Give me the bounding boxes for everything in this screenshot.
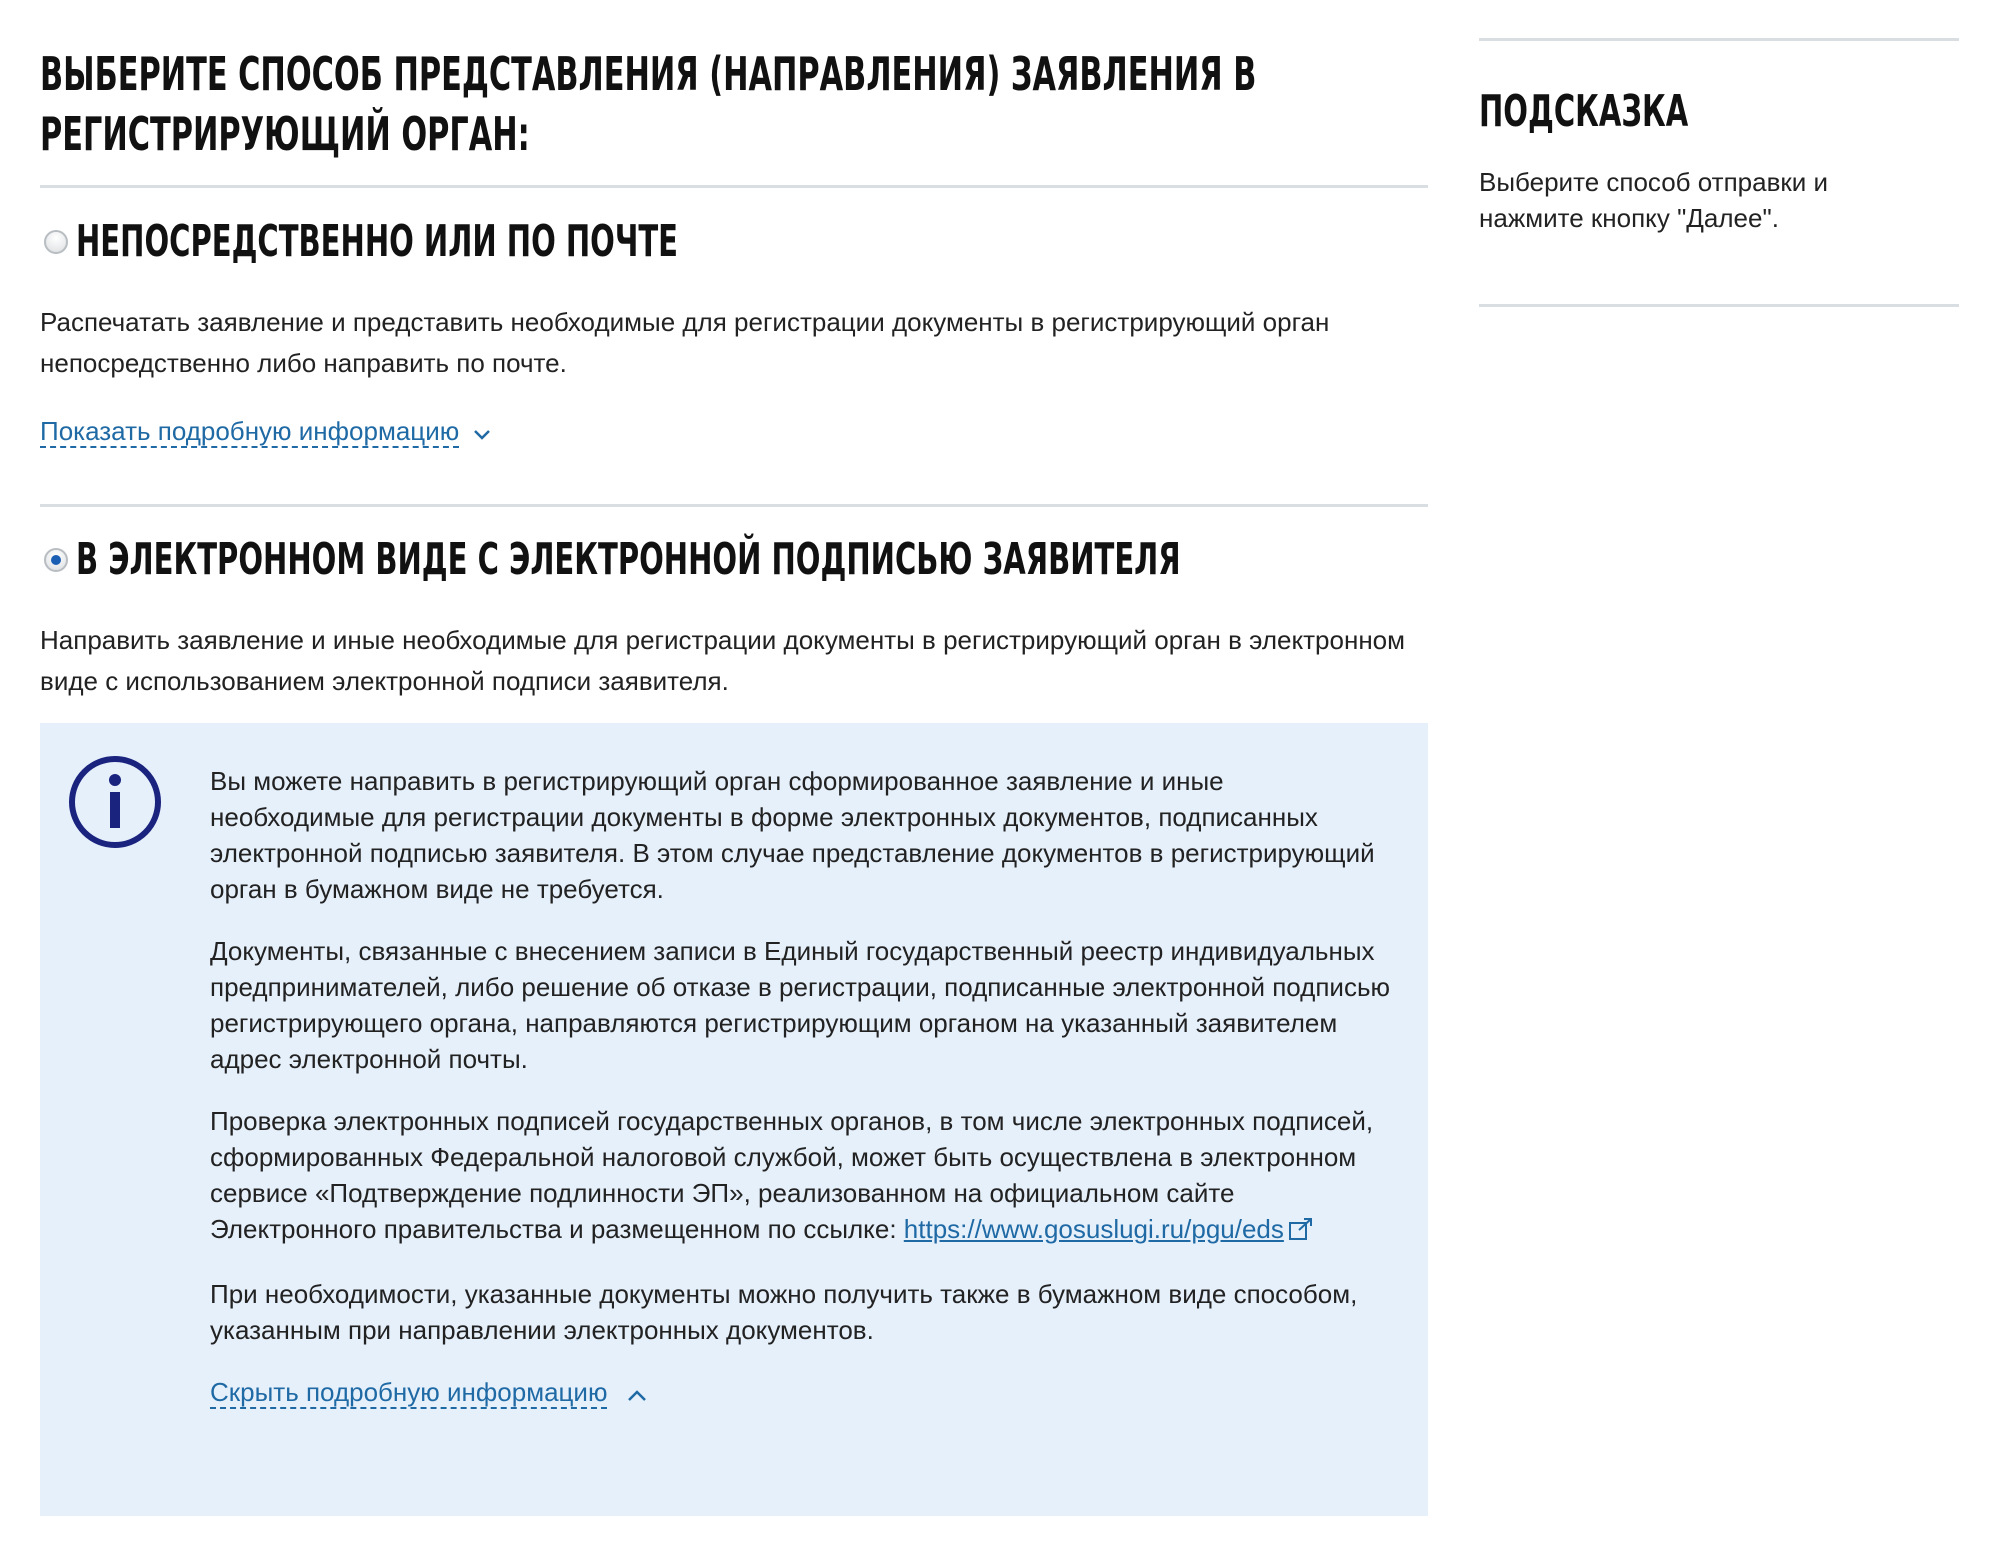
divider <box>1479 304 1959 307</box>
info-panel <box>40 723 1428 1516</box>
info-paragraph: Документы, связанные с внесением записи в Единый государственный реестр индивидуальных предпринимателей, либо решение об отказе в регистрации, подписанные электронной подписью регистрирующего органа, направляются регистрирующим органом на указанный заявителем адрес электронной почты. <box>210 936 1390 1074</box>
option-by-mail[interactable] <box>44 214 988 270</box>
eds-link[interactable]: https://www.gosuslugi.ru/pgu/eds <box>903 1214 1284 1244</box>
info-paragraph-text: Проверка электронных подписей государственных органов, в том числе электронных подписей, сформированных Федеральной налоговой службой, может быть осуществлена в электронном сервисе «Подтверждение подлинности ЭП», реализованном на официальном сайте Электронного правительства и размещенном по ссылке: <box>210 1106 1374 1244</box>
info-icon <box>68 755 162 849</box>
info-paragraph <box>210 1103 1390 1250</box>
divider <box>40 504 1428 507</box>
option-by-mail-label: НЕПОСРЕДСТВЕННО ИЛИ ПО ПОЧТЕ <box>76 216 678 267</box>
hide-details-link[interactable] <box>210 1376 1390 1410</box>
page-title <box>40 44 1360 164</box>
hide-details-label: Скрыть подробную информацию <box>210 1377 608 1407</box>
show-details-label: Показать подробную информацию <box>40 416 460 446</box>
external-link-icon <box>1288 1214 1314 1250</box>
divider <box>1479 38 1959 41</box>
hint-title: ПОДСКАЗКА <box>1479 86 1689 137</box>
info-text <box>210 763 1390 1408</box>
page-title-line-1: ВЫБЕРИТЕ СПОСОБ ПРЕДСТАВЛЕНИЯ (НАПРАВЛЕНИЯ) ЗАЯВЛЕНИЯ В <box>40 47 1257 101</box>
option-by-mail-description: Распечатать заявление и представить необходимые для регистрации документы в регистрирующий орган непосредственно либо направить по почте. <box>40 307 1330 378</box>
info-paragraph: Вы можете направить в регистрирующий орган сформированное заявление и иные необходимые для регистрации документы в форме электронных документов, подписанных электронной подписью заявителя. В этом случае представление документов в регистрирующий орган в бумажном виде не требуется. <box>210 766 1375 904</box>
chevron-up-icon <box>627 1376 647 1410</box>
hint-text: Выберите способ отправки и нажмите кнопку "Далее". <box>1479 167 1829 233</box>
page-title-line-2: РЕГИСТРИРУЮЩИЙ ОРГАН: <box>40 107 530 161</box>
divider <box>40 185 1428 188</box>
option-electronic-label: В ЭЛЕКТРОННОМ ВИДЕ С ЭЛЕКТРОННОЙ ПОДПИСЬЮ ЗАЯВИТЕЛЯ <box>76 534 1181 585</box>
show-details-link[interactable] <box>40 415 491 449</box>
radio-electronic[interactable] <box>44 548 68 572</box>
info-paragraph: При необходимости, указанные документы можно получить также в бумажном виде способом, указанным при направлении электронных документов. <box>210 1279 1358 1345</box>
chevron-down-icon <box>473 415 491 449</box>
option-electronic-description: Направить заявление и иные необходимые для регистрации документы в регистрирующий орган в электронном виде с использованием электронной подписи заявителя. <box>40 625 1406 696</box>
radio-by-mail[interactable] <box>44 230 68 254</box>
option-electronic[interactable] <box>44 532 1750 588</box>
